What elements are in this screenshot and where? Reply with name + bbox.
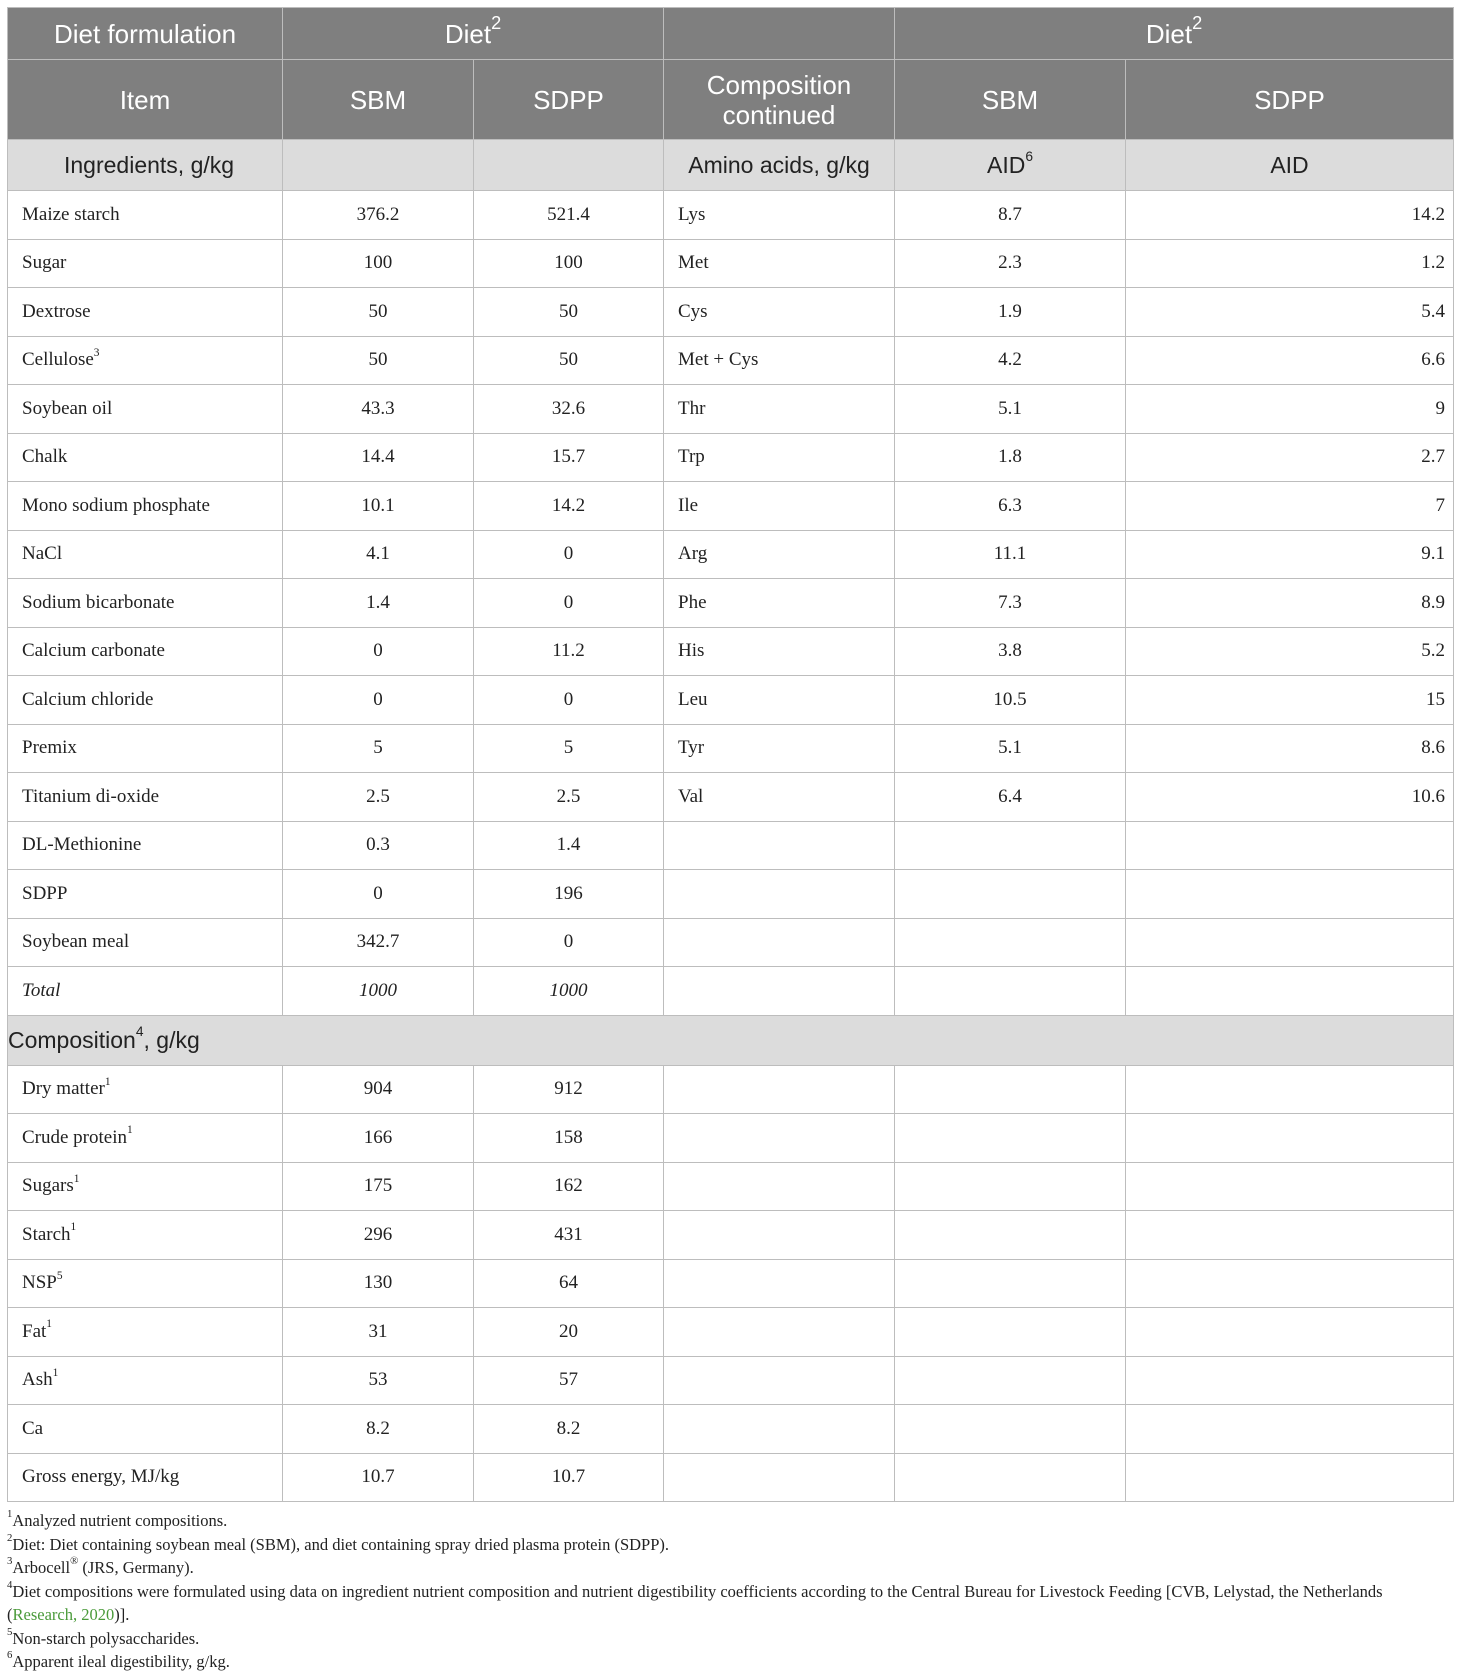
- ingredient-name: Total: [8, 967, 283, 1016]
- composition-sdpp-value: 912: [474, 1065, 664, 1114]
- ingredient-name: Sugar: [8, 239, 283, 288]
- empty-cell: [1126, 821, 1454, 870]
- footnote-1: $^1$Analyzed nutrient compositions.: [7, 1508, 228, 1530]
- empty-cell: [1126, 1065, 1454, 1114]
- amino-acid-sbm-value: 1.9: [895, 288, 1126, 337]
- table-row: [8, 870, 1454, 919]
- table-row: [8, 1308, 1454, 1357]
- composition-name: Gross energy, MJ/kg: [8, 1453, 283, 1502]
- ingredient-name: DL-Methionine: [8, 821, 283, 870]
- ingredient-sbm-value: 1.4: [283, 579, 474, 628]
- composition-sbm-value: 904: [283, 1065, 474, 1114]
- table-row: [8, 821, 1454, 870]
- footnote-2: $^2$Diet: Diet containing soybean meal (SBM), and diet containing spray dried plasma protein (SDPP).: [7, 1531, 670, 1554]
- footnote-3: $^3$Arbocell® (JRS, Germany).: [7, 1555, 194, 1577]
- empty-cell: [1126, 1356, 1454, 1405]
- ingredient-sbm-value: 4.1: [283, 530, 474, 579]
- header-row-1: [8, 8, 1454, 60]
- footnotes: [7, 1509, 1453, 1674]
- composition-sdpp-value: 10.7: [474, 1453, 664, 1502]
- empty-cell: [895, 1405, 1126, 1454]
- ingredient-sbm-value: 10.1: [283, 482, 474, 531]
- composition-name: Starch$^1$: [8, 1211, 283, 1260]
- amino-acid-name: Thr: [664, 385, 895, 434]
- ingredient-sbm-value: 0.3: [283, 821, 474, 870]
- composition-sbm-value: 166: [283, 1114, 474, 1163]
- amino-acid-name: Tyr: [664, 724, 895, 773]
- table-row: [8, 1356, 1454, 1405]
- composition-sbm-value: 175: [283, 1162, 474, 1211]
- ingredient-sdpp-value: 50: [474, 336, 664, 385]
- empty-cell: [664, 1259, 895, 1308]
- ingredient-sdpp-value: 0: [474, 530, 664, 579]
- table-row: [8, 1211, 1454, 1260]
- empty-cell: [1126, 1405, 1454, 1454]
- ingredient-sbm-value: 0: [283, 627, 474, 676]
- composition-sdpp-value: 20: [474, 1308, 664, 1357]
- table-row: [8, 1114, 1454, 1163]
- amino-acid-sdpp-value: 5.2: [1126, 627, 1454, 676]
- ingredient-sbm-value: 14.4: [283, 433, 474, 482]
- ingredient-name: Premix: [8, 724, 283, 773]
- ingredient-name: Soybean meal: [8, 918, 283, 967]
- empty-cell: [895, 1114, 1126, 1163]
- composition-sdpp-value: 8.2: [474, 1405, 664, 1454]
- table-row: [8, 288, 1454, 337]
- composition-name: Dry matter$^1$: [8, 1065, 283, 1114]
- table-row: [8, 676, 1454, 725]
- table-row: [8, 724, 1454, 773]
- amino-acid-sbm-value: 2.3: [895, 239, 1126, 288]
- amino-acid-name: His: [664, 627, 895, 676]
- table-row: [8, 627, 1454, 676]
- ingredient-sbm-value: 0: [283, 676, 474, 725]
- table-row: [8, 967, 1454, 1016]
- footnote-5: $^5$Non-starch polysaccharides.: [7, 1625, 200, 1648]
- table-row: [8, 482, 1454, 531]
- table-row: [8, 336, 1454, 385]
- empty-cell: [1126, 1114, 1454, 1163]
- empty-cell: [1126, 967, 1454, 1016]
- section-ingredients-row: [8, 140, 1454, 191]
- empty-cell: [895, 918, 1126, 967]
- amino-acid-sbm-value: 4.2: [895, 336, 1126, 385]
- empty-cell: [664, 1308, 895, 1357]
- amino-acid-name: Lys: [664, 191, 895, 240]
- composition-name: Ca: [8, 1405, 283, 1454]
- table-row: [8, 1065, 1454, 1114]
- table-row: [8, 1162, 1454, 1211]
- composition-sbm-value: 10.7: [283, 1453, 474, 1502]
- composition-name: Sugars$^1$: [8, 1162, 283, 1211]
- amino-acid-sbm-value: 3.8: [895, 627, 1126, 676]
- table-row: [8, 918, 1454, 967]
- composition-sbm-value: 8.2: [283, 1405, 474, 1454]
- composition-sdpp-value: 158: [474, 1114, 664, 1163]
- header-item: Item: [8, 60, 283, 140]
- composition-sdpp-value: 57: [474, 1356, 664, 1405]
- section-composition-row: [8, 1015, 1454, 1065]
- table-row: [8, 530, 1454, 579]
- composition-sdpp-value: 64: [474, 1259, 664, 1308]
- header-sdpp-left: SDPP: [474, 60, 664, 140]
- composition-sdpp-value: 162: [474, 1162, 664, 1211]
- empty-cell: [895, 1065, 1126, 1114]
- ingredient-sdpp-value: 1000: [474, 967, 664, 1016]
- ingredient-name: NaCl: [8, 530, 283, 579]
- amino-acid-sdpp-value: 9.1: [1126, 530, 1454, 579]
- composition-name: Ash$^1$: [8, 1356, 283, 1405]
- diet-table: [7, 7, 1454, 1502]
- ingredient-name: Titanium di-oxide: [8, 773, 283, 822]
- amino-acid-name: Arg: [664, 530, 895, 579]
- amino-acid-sbm-value: 6.4: [895, 773, 1126, 822]
- amino-acid-sbm-value: 5.1: [895, 724, 1126, 773]
- header-diet-formulation: Diet formulation: [8, 8, 283, 60]
- empty-cell: [664, 870, 895, 919]
- amino-acid-name: Val: [664, 773, 895, 822]
- empty-cell: [664, 1405, 895, 1454]
- amino-acid-sdpp-value: 8.6: [1126, 724, 1454, 773]
- ingredient-name: Dextrose: [8, 288, 283, 337]
- amino-acid-sbm-value: 7.3: [895, 579, 1126, 628]
- table-body: [8, 140, 1454, 1016]
- ingredient-sdpp-value: 196: [474, 870, 664, 919]
- ingredient-sdpp-value: 5: [474, 724, 664, 773]
- section-aid-sbm: AID$^6$: [895, 140, 1126, 191]
- table-row: [8, 579, 1454, 628]
- ingredient-name: SDPP: [8, 870, 283, 919]
- footnote-6: $^6$Apparent ileal digestibility, g/kg.: [7, 1649, 230, 1671]
- section-ingredients-label: Ingredients, g/kg: [8, 140, 283, 191]
- composition-name: Crude protein$^1$: [8, 1114, 283, 1163]
- ingredient-name: Sodium bicarbonate: [8, 579, 283, 628]
- ingredient-sbm-value: 43.3: [283, 385, 474, 434]
- section-blank: [283, 140, 474, 191]
- amino-acid-sdpp-value: 14.2: [1126, 191, 1454, 240]
- amino-acid-sbm-value: 10.5: [895, 676, 1126, 725]
- empty-cell: [664, 967, 895, 1016]
- empty-cell: [1126, 1259, 1454, 1308]
- ingredient-sbm-value: 0: [283, 870, 474, 919]
- empty-cell: [895, 1259, 1126, 1308]
- empty-cell: [1126, 918, 1454, 967]
- table-row: [8, 191, 1454, 240]
- composition-sbm-value: 296: [283, 1211, 474, 1260]
- ingredient-sbm-value: 2.5: [283, 773, 474, 822]
- amino-acid-name: Phe: [664, 579, 895, 628]
- ingredient-sbm-value: 376.2: [283, 191, 474, 240]
- empty-cell: [895, 1162, 1126, 1211]
- table-row: [8, 1405, 1454, 1454]
- ingredient-sbm-value: 1000: [283, 967, 474, 1016]
- header-sbm-left: SBM: [283, 60, 474, 140]
- amino-acid-sdpp-value: 10.6: [1126, 773, 1454, 822]
- amino-acid-sdpp-value: 5.4: [1126, 288, 1454, 337]
- empty-cell: [895, 1356, 1126, 1405]
- empty-cell: [1126, 1211, 1454, 1260]
- ingredient-sdpp-value: 0: [474, 579, 664, 628]
- ingredient-sbm-value: 50: [283, 288, 474, 337]
- empty-cell: [664, 918, 895, 967]
- amino-acid-name: Ile: [664, 482, 895, 531]
- composition-name: NSP$^5$: [8, 1259, 283, 1308]
- ingredient-sdpp-value: 1.4: [474, 821, 664, 870]
- empty-cell: [664, 1114, 895, 1163]
- footnote-4: $^4$Diet compositions were formulated using data on ingredient nutrient composition and nutrient digestibility coefficients according to the Central Bureau for Livestock Feeding [CVB, Lelystad, the Netherlands (Research, 2020)].: [7, 1578, 1383, 1624]
- ingredient-name: Chalk: [8, 433, 283, 482]
- empty-cell: [664, 1453, 895, 1502]
- section-amino-acids-label: Amino acids, g/kg: [664, 140, 895, 191]
- header-blank: [664, 8, 895, 60]
- empty-cell: [1126, 1162, 1454, 1211]
- ingredient-name: Mono sodium phosphate: [8, 482, 283, 531]
- amino-acid-sdpp-value: 7: [1126, 482, 1454, 531]
- empty-cell: [895, 821, 1126, 870]
- composition-name: Fat$^1$: [8, 1308, 283, 1357]
- amino-acid-sbm-value: 11.1: [895, 530, 1126, 579]
- amino-acid-sdpp-value: 9: [1126, 385, 1454, 434]
- empty-cell: [664, 1065, 895, 1114]
- reference-link[interactable]: Research, 2020: [12, 1605, 115, 1624]
- amino-acid-sbm-value: 1.8: [895, 433, 1126, 482]
- empty-cell: [895, 1453, 1126, 1502]
- header-row-2: [8, 60, 1454, 140]
- empty-cell: [1126, 1453, 1454, 1502]
- section-composition-label: Composition$^4$, g/kg: [8, 1015, 1454, 1065]
- amino-acid-sdpp-value: 15: [1126, 676, 1454, 725]
- composition-sdpp-value: 431: [474, 1211, 664, 1260]
- section-aid-sdpp: AID: [1126, 140, 1454, 191]
- ingredient-sdpp-value: 14.2: [474, 482, 664, 531]
- ingredient-sbm-value: 5: [283, 724, 474, 773]
- empty-cell: [664, 1356, 895, 1405]
- composition-body: [8, 1015, 1454, 1502]
- table-row: [8, 385, 1454, 434]
- ingredient-sbm-value: 50: [283, 336, 474, 385]
- header-sdpp-right: SDPP: [1126, 60, 1454, 140]
- empty-cell: [895, 967, 1126, 1016]
- ingredient-sdpp-value: 2.5: [474, 773, 664, 822]
- table-row: [8, 433, 1454, 482]
- ingredient-sdpp-value: 32.6: [474, 385, 664, 434]
- amino-acid-sdpp-value: 8.9: [1126, 579, 1454, 628]
- header-diet-right: Diet$^2$: [895, 8, 1454, 60]
- ingredient-sdpp-value: 11.2: [474, 627, 664, 676]
- amino-acid-name: Leu: [664, 676, 895, 725]
- table-row: [8, 239, 1454, 288]
- table-row: [8, 1259, 1454, 1308]
- section-blank: [474, 140, 664, 191]
- amino-acid-name: Cys: [664, 288, 895, 337]
- empty-cell: [664, 1211, 895, 1260]
- amino-acid-sdpp-value: 6.6: [1126, 336, 1454, 385]
- ingredient-name: Cellulose$^3$: [8, 336, 283, 385]
- empty-cell: [895, 1308, 1126, 1357]
- amino-acid-sbm-value: 5.1: [895, 385, 1126, 434]
- amino-acid-sdpp-value: 2.7: [1126, 433, 1454, 482]
- composition-sbm-value: 53: [283, 1356, 474, 1405]
- ingredient-name: Calcium chloride: [8, 676, 283, 725]
- empty-cell: [895, 1211, 1126, 1260]
- amino-acid-name: Met: [664, 239, 895, 288]
- ingredient-sdpp-value: 50: [474, 288, 664, 337]
- header-diet-left: Diet$^2$: [283, 8, 664, 60]
- header-sbm-right: SBM: [895, 60, 1126, 140]
- ingredient-sbm-value: 100: [283, 239, 474, 288]
- ingredient-sdpp-value: 15.7: [474, 433, 664, 482]
- ingredient-sdpp-value: 0: [474, 676, 664, 725]
- empty-cell: [1126, 1308, 1454, 1357]
- table-container: [7, 7, 1453, 1674]
- amino-acid-name: Trp: [664, 433, 895, 482]
- table-row: [8, 1453, 1454, 1502]
- empty-cell: [1126, 870, 1454, 919]
- ingredient-sbm-value: 342.7: [283, 918, 474, 967]
- empty-cell: [664, 1162, 895, 1211]
- ingredient-sdpp-value: 100: [474, 239, 664, 288]
- ingredient-name: Soybean oil: [8, 385, 283, 434]
- ingredient-sdpp-value: 521.4: [474, 191, 664, 240]
- composition-sbm-value: 31: [283, 1308, 474, 1357]
- amino-acid-sbm-value: 8.7: [895, 191, 1126, 240]
- empty-cell: [895, 870, 1126, 919]
- composition-sbm-value: 130: [283, 1259, 474, 1308]
- empty-cell: [664, 821, 895, 870]
- amino-acid-name: Met + Cys: [664, 336, 895, 385]
- amino-acid-sbm-value: 6.3: [895, 482, 1126, 531]
- table-row: [8, 773, 1454, 822]
- ingredient-sdpp-value: 0: [474, 918, 664, 967]
- ingredient-name: Maize starch: [8, 191, 283, 240]
- ingredient-name: Calcium carbonate: [8, 627, 283, 676]
- header-composition-continued: Composition continued: [664, 60, 895, 140]
- amino-acid-sdpp-value: 1.2: [1126, 239, 1454, 288]
